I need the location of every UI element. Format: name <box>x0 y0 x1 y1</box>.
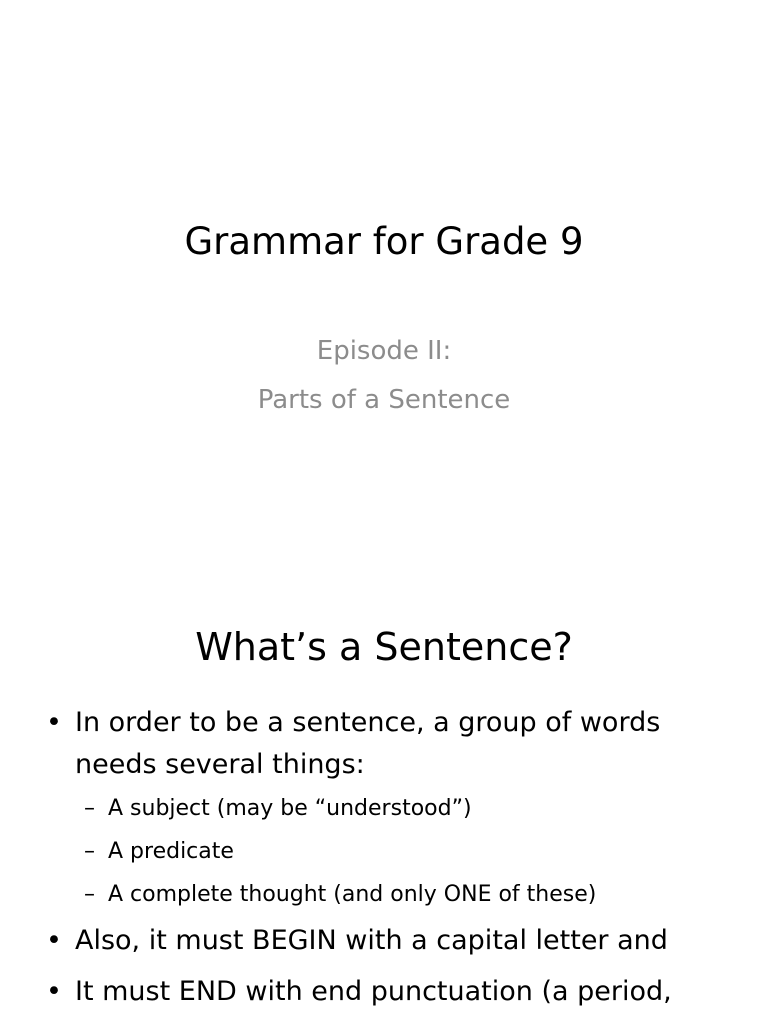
bullet-text-line-2: needs several things: <box>75 749 365 780</box>
bullet-text: Also, it must BEGIN with a capital letter and <box>75 925 668 956</box>
slide-subtitle-line-1: Episode II: <box>316 336 452 366</box>
sub-bullet-text: A predicate <box>108 839 234 864</box>
bullet-text-line-1: In order to be a sentence, a group of words <box>75 707 661 738</box>
dash-marker: – <box>84 839 95 864</box>
content-slide <box>0 576 768 1024</box>
slide-heading: What’s a Sentence? <box>195 625 573 669</box>
sub-bullet-text: A subject (may be “understood”) <box>108 796 472 821</box>
bullet-marker: • <box>46 976 62 1007</box>
bullet-marker: • <box>46 925 62 956</box>
bullet-text: It must END with end punctuation (a period, <box>75 976 672 1007</box>
dash-marker: – <box>84 882 95 907</box>
bullet-marker: • <box>46 707 62 738</box>
dash-marker: – <box>84 796 95 821</box>
sub-bullet-text: A complete thought (and only ONE of these) <box>108 882 597 907</box>
slide-subtitle-line-2: Parts of a Sentence <box>257 385 511 415</box>
slide-title: Grammar for Grade 9 <box>184 220 584 263</box>
